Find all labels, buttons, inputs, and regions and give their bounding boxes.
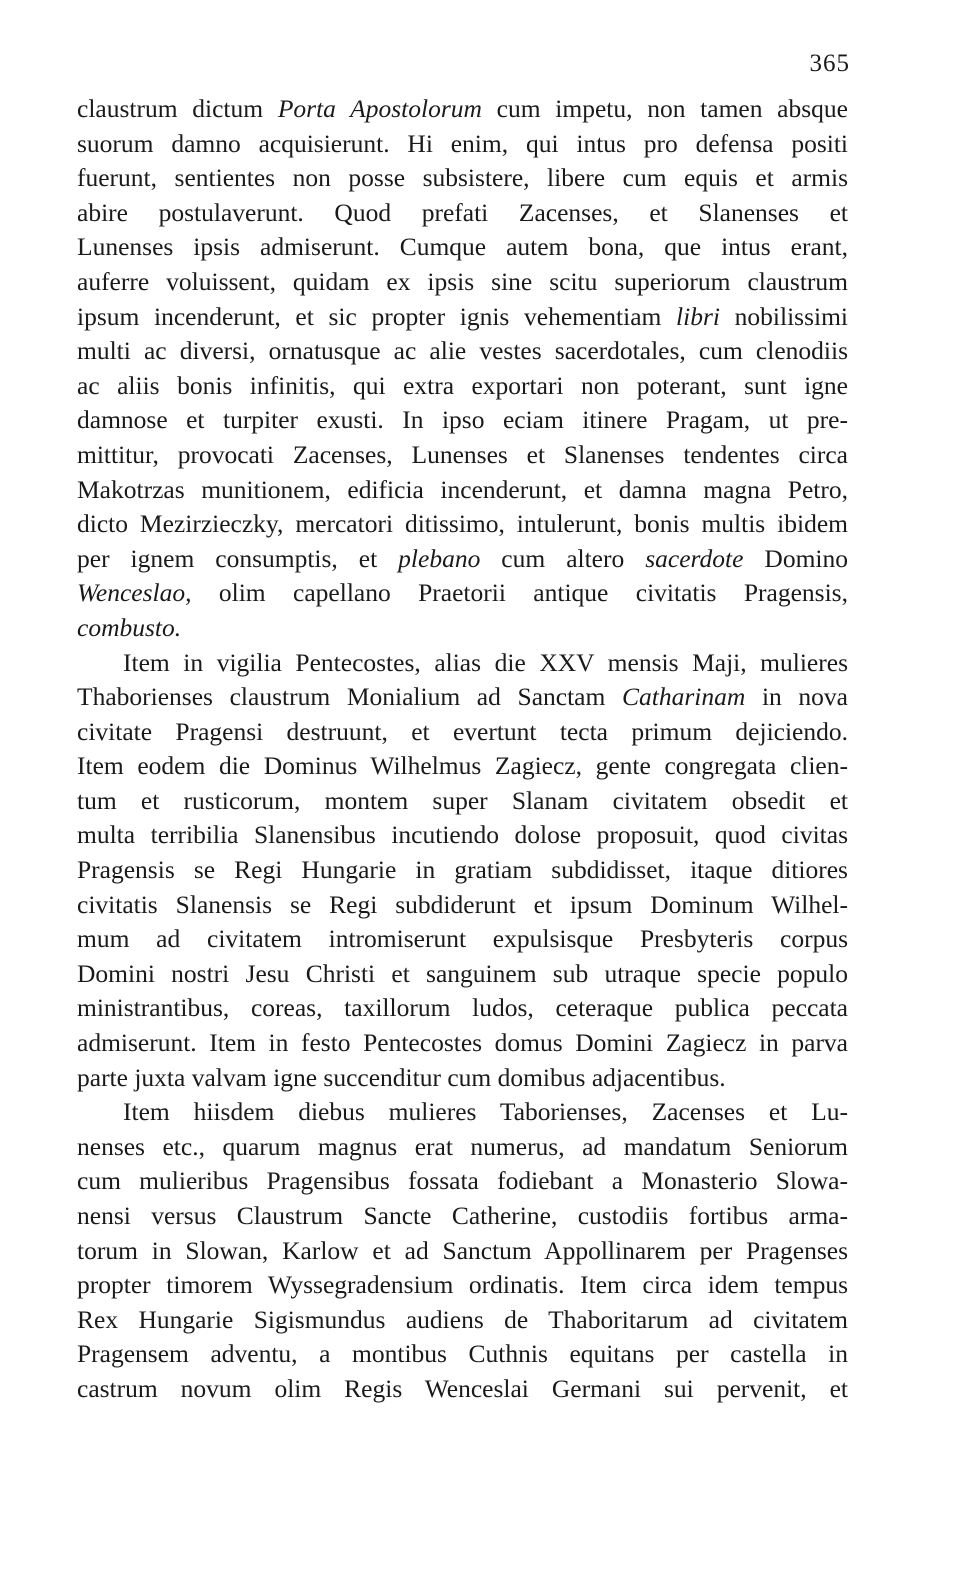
text-segment: nensi versus Claustrum Sancte Catherine, custodiis fortibus arma-: [77, 1201, 848, 1230]
text-line: [77, 230, 848, 265]
text-segment: civitate Pragensi destruunt, et evertunt tecta primum dejiciendo.: [77, 716, 848, 746]
text-line: [77, 127, 848, 162]
text-line: [77, 1130, 848, 1165]
text-segment: Domini nostri Jesu Christi et sanguinem sub utraque specie populo: [77, 958, 848, 988]
text-segment: parte juxta valvam igne succenditur cum domibus adjacentibus.: [77, 1062, 726, 1092]
italic-text: Porta Apostolorum: [277, 94, 482, 123]
text-line: [77, 542, 848, 577]
text-line: [77, 1199, 848, 1234]
text-line: [77, 888, 848, 923]
text-line: [77, 334, 848, 369]
text-segment: nenses etc., quarum magnus erat numerus, ad mandatum Seniorum: [77, 1131, 848, 1161]
text-line: [77, 922, 848, 957]
italic-text: combusto.: [77, 612, 182, 642]
text-segment: tum et rusticorum, montem super Slanam civitatem obsedit et: [77, 785, 848, 815]
text-line: [77, 265, 848, 300]
text-segment: ipsum incenderunt, et sic propter ignis vehementiam: [77, 301, 677, 331]
text-line: [77, 1372, 848, 1407]
text-line: [77, 853, 848, 888]
text-segment: damnose et turpiter exusti. In ipso eciam itinere Pragam, ut pre-: [77, 405, 848, 435]
text-line: [77, 507, 848, 542]
text-line: [77, 1026, 848, 1061]
text-line: [77, 646, 848, 681]
text-segment: Lunenses ipsis admiserunt. Cumque autem bona, que intus erant,: [77, 232, 848, 262]
text-line: [77, 715, 848, 750]
text-segment: nobilissimi: [719, 301, 849, 331]
text-line: [77, 749, 848, 784]
text-segment: abire postulaverunt. Quod prefati Zacenses, et Slanenses et: [77, 197, 848, 227]
text-line: [77, 438, 848, 473]
text-segment: cum altero: [480, 543, 646, 573]
text-segment: mum ad civitatem intromiserunt expulsisque Presbyteris corpus: [77, 924, 848, 954]
text-line: [77, 784, 848, 819]
text-line: [77, 1234, 848, 1269]
text-segment: Makotrzas munitionem, edificia incenderunt, et damna magna Petro,: [77, 474, 848, 504]
text-line: [77, 161, 848, 196]
text-segment: propter timorem Wyssegradensium ordinatis. Item circa idem tempus: [77, 1270, 848, 1300]
text-segment: multi ac diversi, ornatusque ac alie vestes sacerdotales, cum clenodiis: [77, 336, 848, 366]
text-segment: claustrum dictum: [77, 94, 278, 123]
text-segment: ministrantibus, coreas, taxillorum ludos, ceteraque publica peccata: [77, 993, 848, 1023]
text-segment: Pragensem adventu, a montibus Cuthnis equitans per castella in: [77, 1339, 848, 1369]
text-line: [77, 403, 848, 438]
text-line: [77, 611, 848, 646]
text-segment: castrum novum olim Regis Wenceslai Germani sui pervenit, et: [77, 1373, 848, 1403]
text-segment: Pragensis se Regi Hungarie in gratiam subdidisset, itaque ditiores: [77, 855, 848, 885]
page-number: 365: [809, 50, 850, 77]
text-line: [77, 1303, 848, 1338]
text-segment: ac aliis bonis infinitis, qui extra exportari non poterant, sunt igne: [77, 370, 848, 400]
body-text: [77, 92, 848, 1407]
text-line: [77, 818, 848, 853]
text-segment: Thaborienses claustrum Monialium ad Sanctam: [77, 682, 622, 712]
text-line: [77, 576, 848, 611]
text-line: [77, 300, 848, 335]
text-segment: per ignem consumptis, et: [77, 543, 399, 573]
text-line: [77, 1061, 848, 1096]
text-line: [77, 1095, 848, 1130]
text-segment: dicto Mezirzieczky, mercatori ditissimo, intulerunt, bonis multis ibidem: [77, 509, 848, 539]
text-line: [77, 957, 848, 992]
text-segment: cum mulieribus Pragensibus fossata fodiebant a Monasterio Slowa-: [77, 1166, 848, 1196]
text-segment: Item hiisdem diebus mulieres Taborienses, Zacenses et Lu-: [123, 1097, 848, 1127]
text-line: [77, 92, 848, 127]
text-segment: Rex Hungarie Sigismundus audiens de Thaboritarum ad civitatem: [77, 1304, 848, 1334]
text-segment: mittitur, provocati Zacenses, Lunenses et Slanenses tendentes circa: [77, 439, 848, 469]
text-segment: auferre voluissent, quidam ex ipsis sine scitu superiorum claustrum: [77, 266, 848, 296]
text-segment: torum in Slowan, Karlow et ad Sanctum Appollinarem per Pragenses: [77, 1235, 848, 1265]
text-segment: in nova: [745, 682, 848, 712]
text-segment: civitatis Slanensis se Regi subdiderunt et ipsum Dominum Wilhel-: [77, 889, 848, 919]
text-line: [77, 991, 848, 1026]
text-segment: admiserunt. Item in festo Pentecostes domus Domini Zagiecz in parva: [77, 1028, 848, 1058]
italic-text: sacerdote: [645, 543, 744, 573]
text-line: [77, 1337, 848, 1372]
italic-text: Catharinam: [622, 682, 746, 712]
text-segment: olim capellano Praetorii antique civitatis Pragensis,: [191, 578, 848, 608]
text-line: [77, 1268, 848, 1303]
italic-text: Wenceslao,: [77, 578, 192, 608]
text-segment: Domino: [743, 543, 849, 573]
text-segment: Item eodem die Dominus Wilhelmus Zagiecz, gente congregata clien-: [77, 751, 848, 781]
italic-text: plebano: [398, 543, 481, 573]
text-line: [77, 1164, 848, 1199]
text-line: [77, 196, 848, 231]
text-segment: Item in vigilia Pentecostes, alias die XXV mensis Maji, mulieres: [123, 647, 848, 677]
text-segment: fuerunt, sentientes non posse subsistere, libere cum equis et armis: [77, 163, 848, 193]
text-line: [77, 473, 848, 508]
italic-text: libri: [676, 301, 720, 331]
text-line: [77, 369, 848, 404]
text-line: [77, 680, 848, 715]
text-segment: cum impetu, non tamen absque: [481, 94, 848, 123]
text-segment: suorum damno acquisierunt. Hi enim, qui intus pro defensa positi: [77, 128, 848, 158]
text-segment: multa terribilia Slanensibus incutiendo dolose proposuit, quod civitas: [77, 820, 848, 850]
